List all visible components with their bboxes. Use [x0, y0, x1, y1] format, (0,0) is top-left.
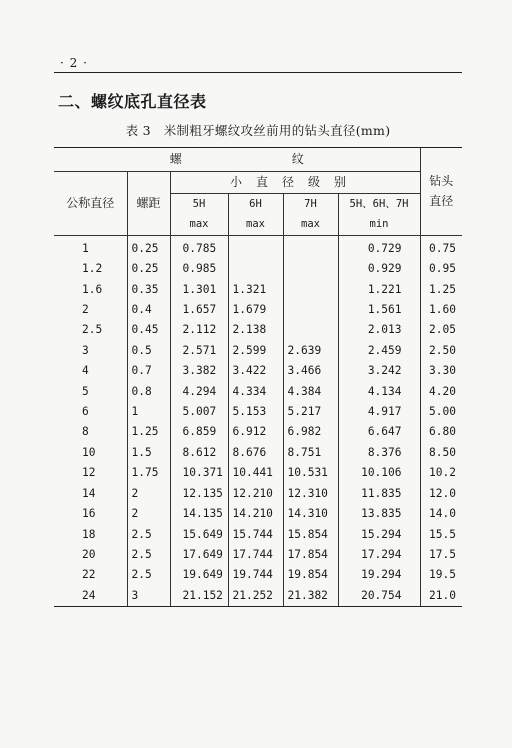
table-row	[54, 463, 462, 483]
section-title: 二、螺纹底孔直径表	[58, 92, 207, 111]
table-row	[54, 320, 462, 340]
minor-5h-max-cell: 4.294	[170, 382, 228, 402]
minor-6h-max-cell: 19.744	[228, 565, 283, 585]
nominal-diameter-cell: 10	[82, 445, 96, 459]
minor-5h-max-cell: 8.612	[170, 443, 228, 463]
minor-6h-max-cell	[228, 259, 283, 279]
minor-5h-max-cell: 3.382	[170, 361, 228, 381]
table-row	[54, 422, 462, 442]
drill-diameter-cell: 2.50	[420, 341, 462, 361]
col-min-header: 5H、6H、7H	[338, 194, 420, 215]
table-row	[54, 361, 462, 381]
drill-diameter-cell: 10.2	[420, 463, 462, 483]
pitch-cell: 0.25	[127, 259, 170, 279]
minor-5h-max-cell: 19.649	[170, 565, 228, 585]
col-6h-header: 6H	[228, 194, 283, 215]
pitch-cell: 0.7	[127, 361, 170, 381]
minor-7h-max-cell: 2.639	[283, 341, 338, 361]
minor-6h-max-cell: 4.334	[228, 382, 283, 402]
minor-7h-max-cell: 12.310	[283, 484, 338, 504]
col-5h-max-label: max	[170, 214, 228, 235]
minor-min-cell: 4.134	[338, 382, 420, 402]
nominal-diameter-cell: 18	[82, 527, 96, 541]
minor-7h-max-cell: 8.751	[283, 443, 338, 463]
minor-6h-max-cell: 15.744	[228, 525, 283, 545]
minor-min-cell: 15.294	[338, 525, 420, 545]
col-7h-header: 7H	[283, 194, 338, 215]
minor-7h-max-cell: 4.384	[283, 382, 338, 402]
table-row	[54, 504, 462, 524]
col-min-min-label: min	[338, 214, 420, 235]
drill-diameter-cell: 21.0	[420, 586, 462, 607]
minor-min-cell: 4.917	[338, 402, 420, 422]
minor-7h-max-cell: 5.217	[283, 402, 338, 422]
drill-diameter-cell: 0.95	[420, 259, 462, 279]
minor-6h-max-cell: 14.210	[228, 504, 283, 524]
minor-min-cell: 1.561	[338, 300, 420, 320]
drill-diameter-cell: 19.5	[420, 565, 462, 585]
pitch-cell: 2.5	[127, 565, 170, 585]
minor-5h-max-cell: 21.152	[170, 586, 228, 607]
table-row	[54, 300, 462, 320]
nominal-diameter-cell: 3	[82, 343, 89, 357]
minor-min-cell: 3.242	[338, 361, 420, 381]
pitch-cell: 2	[127, 484, 170, 504]
drill-diameter-cell: 15.5	[420, 525, 462, 545]
pitch-cell: 1.25	[127, 422, 170, 442]
pitch-cell: 0.5	[127, 341, 170, 361]
table-row	[54, 525, 462, 545]
minor-6h-max-cell: 3.422	[228, 361, 283, 381]
minor-5h-max-cell: 2.112	[170, 320, 228, 340]
minor-min-cell: 2.459	[338, 341, 420, 361]
minor-min-cell: 1.221	[338, 280, 420, 300]
minor-min-cell: 19.294	[338, 565, 420, 585]
pitch-header: 螺距	[127, 172, 170, 236]
table-row	[54, 443, 462, 463]
minor-7h-max-cell: 21.382	[283, 586, 338, 607]
drill-diameter-cell: 4.20	[420, 382, 462, 402]
minor-6h-max-cell: 5.153	[228, 402, 283, 422]
minor-7h-max-cell: 17.854	[283, 545, 338, 565]
nominal-diameter-cell: 6	[82, 405, 89, 419]
minor-min-cell: 10.106	[338, 463, 420, 483]
thread-header-right: 纹	[291, 152, 304, 167]
pitch-cell: 1.5	[127, 443, 170, 463]
col-7h-max-label: max	[283, 214, 338, 235]
table-row	[54, 545, 462, 565]
minor-6h-max-cell: 2.599	[228, 341, 283, 361]
thread-header	[54, 148, 420, 172]
minor-5h-max-cell: 10.371	[170, 463, 228, 483]
minor-5h-max-cell: 15.649	[170, 525, 228, 545]
nominal-diameter-cell: 14	[82, 486, 96, 500]
pitch-cell: 1.75	[127, 463, 170, 483]
drill-diameter-cell: 17.5	[420, 545, 462, 565]
minor-7h-max-cell	[283, 235, 338, 259]
header-rule	[54, 72, 462, 73]
nominal-diameter-cell: 4	[82, 364, 89, 378]
minor-min-cell: 6.647	[338, 422, 420, 442]
minor-6h-max-cell: 1.321	[228, 280, 283, 300]
table-row	[54, 382, 462, 402]
minor-7h-max-cell: 3.466	[283, 361, 338, 381]
minor-7h-max-cell	[283, 280, 338, 300]
minor-6h-max-cell: 10.441	[228, 463, 283, 483]
minor-min-cell: 0.729	[338, 235, 420, 259]
pitch-cell: 0.4	[127, 300, 170, 320]
pitch-cell: 2.5	[127, 525, 170, 545]
minor-min-cell: 2.013	[338, 320, 420, 340]
drill-diameter-cell: 1.60	[420, 300, 462, 320]
minor-min-cell: 11.835	[338, 484, 420, 504]
minor-5h-max-cell: 0.785	[170, 235, 228, 259]
table-row	[54, 565, 462, 585]
table-row	[54, 280, 462, 300]
minor-6h-max-cell: 8.676	[228, 443, 283, 463]
nominal-diameter-cell: 24	[54, 586, 127, 607]
nominal-diameter-cell: 2.5	[82, 323, 103, 337]
drill-diameter-cell: 8.50	[420, 443, 462, 463]
pitch-cell: 3	[127, 586, 170, 607]
drill-diameter-cell: 3.30	[420, 361, 462, 381]
pitch-cell: 0.45	[127, 320, 170, 340]
minor-5h-max-cell: 12.135	[170, 484, 228, 504]
minor-7h-max-cell	[283, 300, 338, 320]
minor-7h-max-cell: 10.531	[283, 463, 338, 483]
thread-header-left: 螺	[169, 152, 182, 167]
table-row	[54, 402, 462, 422]
minor-5h-max-cell: 14.135	[170, 504, 228, 524]
nominal-diameter-cell: 20	[82, 547, 96, 561]
nominal-diameter-cell: 22	[82, 568, 96, 582]
nominal-diameter-cell: 16	[82, 507, 96, 521]
minor-6h-max-cell: 2.138	[228, 320, 283, 340]
drill-diameter-cell: 5.00	[420, 402, 462, 422]
pitch-cell: 2.5	[127, 545, 170, 565]
table-row	[54, 484, 462, 504]
page-number: · 2 ·	[60, 56, 88, 70]
minor-5h-max-cell: 1.657	[170, 300, 228, 320]
drill-diameter-cell: 6.80	[420, 422, 462, 442]
drill-diameter-cell: 12.0	[420, 484, 462, 504]
table-row	[54, 586, 462, 607]
pitch-cell: 2	[127, 504, 170, 524]
minor-7h-max-cell: 14.310	[283, 504, 338, 524]
drill-diameter-table	[54, 147, 462, 607]
nominal-diameter-cell: 12	[82, 466, 96, 480]
table-row	[54, 341, 462, 361]
table-row	[54, 235, 462, 259]
col-5h-header: 5H	[170, 194, 228, 215]
minor-5h-max-cell: 17.649	[170, 545, 228, 565]
minor-min-cell: 8.376	[338, 443, 420, 463]
pitch-cell: 0.8	[127, 382, 170, 402]
nominal-diameter-header: 公称直径	[54, 172, 127, 236]
minor-5h-max-cell: 5.007	[170, 402, 228, 422]
drill-diameter-header-line2: 直径	[429, 194, 454, 209]
nominal-diameter-cell: 2	[82, 303, 89, 317]
nominal-diameter-cell: 1	[82, 241, 89, 255]
nominal-diameter-cell: 1.6	[82, 282, 103, 296]
minor-5h-max-cell: 0.985	[170, 259, 228, 279]
drill-diameter-cell: 14.0	[420, 504, 462, 524]
minor-diameter-class-header: 小直径级别	[170, 172, 420, 194]
minor-5h-max-cell: 6.859	[170, 422, 228, 442]
minor-min-cell: 13.835	[338, 504, 420, 524]
minor-6h-max-cell: 12.210	[228, 484, 283, 504]
drill-diameter-header-line1: 钻头	[429, 174, 454, 189]
minor-min-cell: 20.754	[338, 586, 420, 607]
table-row	[54, 259, 462, 279]
minor-6h-max-cell: 21.252	[228, 586, 283, 607]
table-caption: 表 3 米制粗牙螺纹攻丝前用的钻头直径(mm)	[125, 123, 391, 138]
minor-7h-max-cell: 19.854	[283, 565, 338, 585]
nominal-diameter-cell: 1.2	[82, 262, 103, 276]
nominal-diameter-cell: 5	[82, 384, 89, 398]
minor-6h-max-cell: 17.744	[228, 545, 283, 565]
drill-diameter-cell: 0.75	[420, 235, 462, 259]
minor-7h-max-cell	[283, 259, 338, 279]
minor-7h-max-cell: 15.854	[283, 525, 338, 545]
minor-7h-max-cell	[283, 320, 338, 340]
pitch-cell: 0.25	[127, 235, 170, 259]
minor-6h-max-cell: 6.912	[228, 422, 283, 442]
minor-5h-max-cell: 1.301	[170, 280, 228, 300]
drill-diameter-header	[420, 148, 462, 236]
col-6h-max-label: max	[228, 214, 283, 235]
drill-diameter-cell: 1.25	[420, 280, 462, 300]
minor-5h-max-cell: 2.571	[170, 341, 228, 361]
pitch-cell: 0.35	[127, 280, 170, 300]
minor-min-cell: 17.294	[338, 545, 420, 565]
minor-6h-max-cell	[228, 235, 283, 259]
minor-7h-max-cell: 6.982	[283, 422, 338, 442]
nominal-diameter-cell: 8	[82, 425, 89, 439]
drill-diameter-cell: 2.05	[420, 320, 462, 340]
minor-6h-max-cell: 1.679	[228, 300, 283, 320]
pitch-cell: 1	[127, 402, 170, 422]
minor-min-cell: 0.929	[338, 259, 420, 279]
